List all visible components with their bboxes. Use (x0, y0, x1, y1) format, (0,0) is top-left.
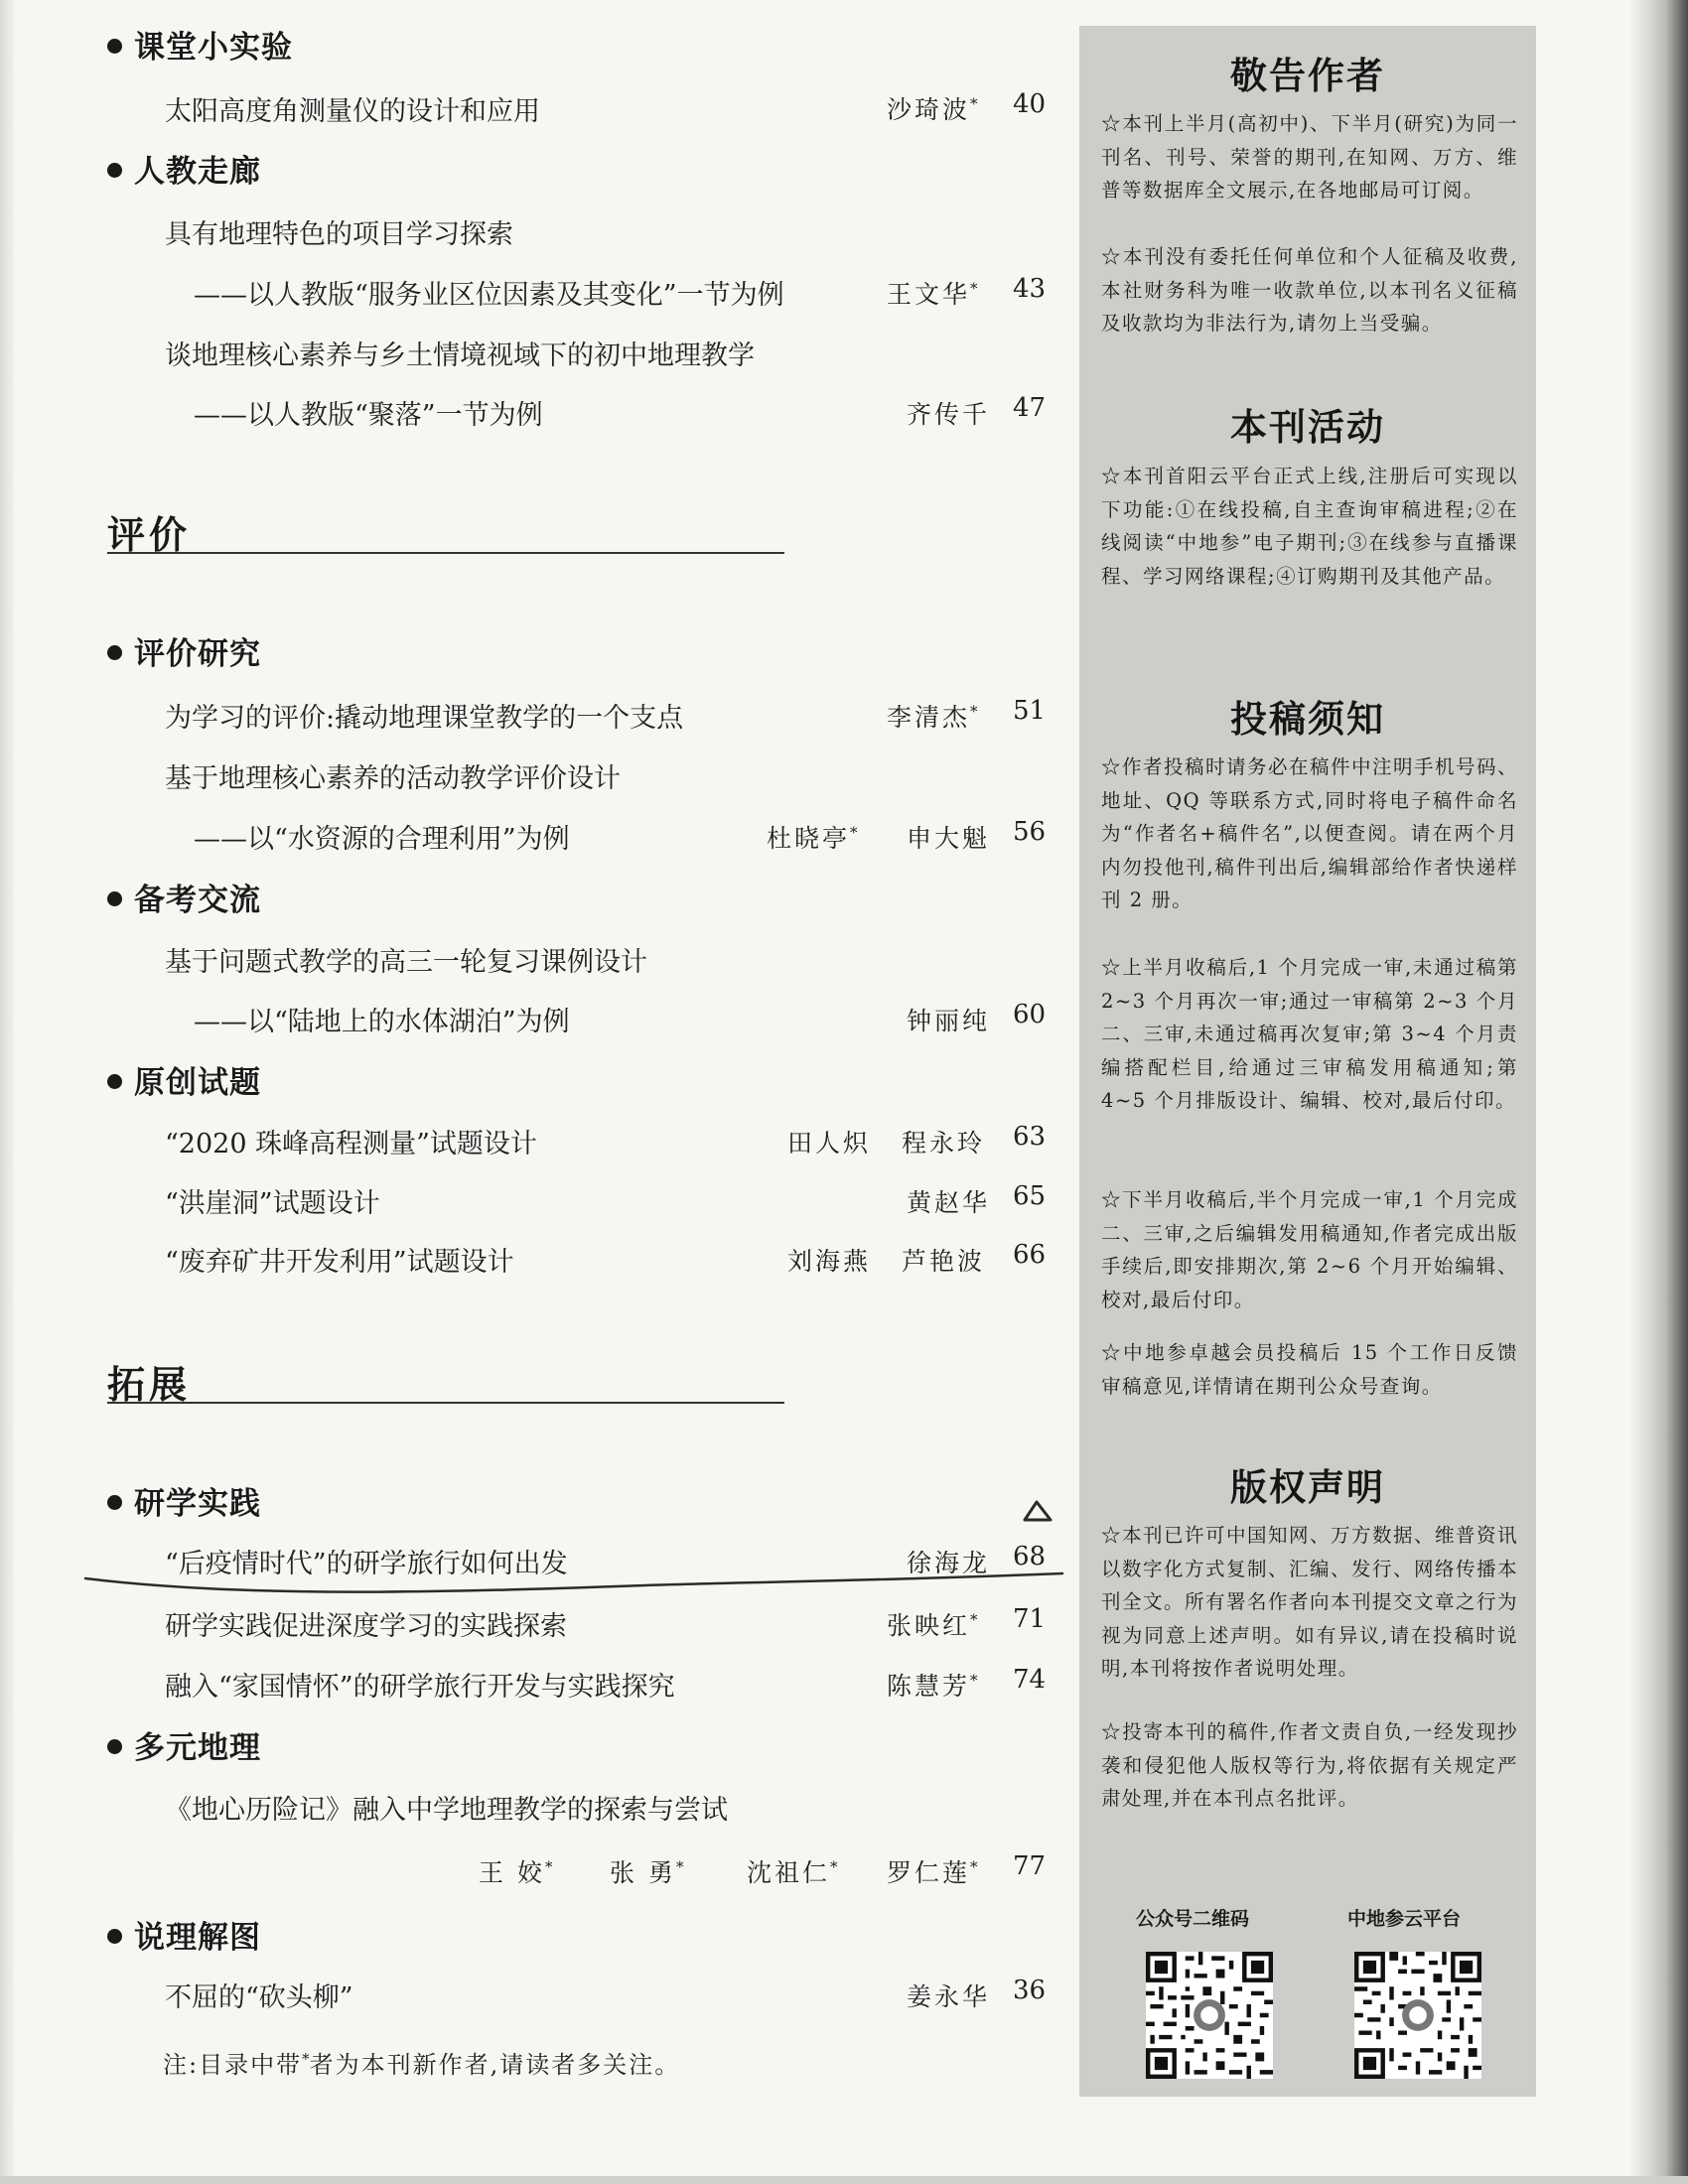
new-author-star: * (970, 279, 978, 298)
entry-page[interactable]: 51 (1013, 696, 1047, 726)
pen-underline-annotation (0, 0, 1072, 1608)
section-heading-pep-corridor: 人教走廊 (107, 146, 261, 191)
entry-page[interactable]: 68 (1013, 1542, 1047, 1571)
entry-subtitle[interactable]: ——以“陆地上的水体湖泊”为例 (194, 1007, 570, 1037)
entry-title[interactable]: 具有地理特色的项目学习探索 (165, 219, 513, 250)
submission-paragraph: ☆上半月收稿后,1 个月完成一审,未通过稿第 2~3 个月再次一审;通过一审稿第 2~3 个月二、三审,未通过稿再次复审;第 3~4 个月责编搭配栏目,给通过三审稿发用稿通知;第 4~5 个月排版设计、编辑、校对,最后付印。 (1101, 956, 1518, 1112)
entry-page[interactable]: 65 (1013, 1181, 1047, 1211)
footnote-star: * (302, 2050, 310, 2068)
submission-paragraph: ☆下半月收稿后,半个月完成一审,1 个月完成二、三审,之后编辑发用稿通知,作者完成出版手续后,即安排期次,第 2~6 个月开始编辑、校对,最后付印。 (1101, 1188, 1518, 1311)
author-name: 李清杰 (887, 703, 971, 732)
new-author-star: * (675, 1857, 684, 1876)
new-author-star: * (850, 823, 858, 842)
entry-author: 程永玲 (902, 1129, 986, 1158)
entry-title[interactable]: 谈地理核心素养与乡土情境视域下的初中地理教学 (165, 341, 755, 371)
author-name: 杜晓亭 (767, 824, 851, 853)
entry-author (747, 1853, 838, 1889)
author-name: 张 勇 (610, 1858, 676, 1887)
entry-title[interactable]: 融入“家国情怀”的研学旅行开发与实践探究 (165, 1672, 675, 1703)
page-edge-right (1630, 0, 1688, 2184)
entry-title[interactable]: “2020 珠峰高程测量”试题设计 (165, 1129, 537, 1160)
cloud-platform-qr-code[interactable] (1354, 1952, 1481, 2079)
major-heading-evaluation: 评价 (107, 513, 192, 557)
new-author-star: * (544, 1857, 553, 1876)
entry-author: 刘海燕 (787, 1247, 872, 1276)
new-author-star: * (970, 94, 978, 113)
author-name: 王文华 (887, 280, 971, 309)
pen-triangle-mark (1025, 1502, 1051, 1520)
submission-heading: 投稿须知 (1230, 698, 1385, 741)
submission-paragraph: ☆作者投稿时请务必在稿件中注明手机号码、地址、QQ 等联系方式,同时将电子稿件命名为“作者名+稿件名”,以便查阅。请在两个月内勿投他刊,稿件刊出后,编辑部给作者快递样刊 2 册。 (1101, 755, 1519, 911)
author-name: 张映红 (887, 1611, 971, 1640)
entry-page[interactable]: 36 (1013, 1976, 1047, 2005)
qr-label-wechat: 公众号二维码 (1136, 1908, 1250, 1930)
entry-page[interactable]: 43 (1013, 274, 1047, 304)
notice-paragraph: ☆本刊上半月(高初中)、下半月(研究)为同一刊名、刊号、荣誉的期刊,在知网、万方、维普等数据库全文展示,在各地邮局可订阅。 (1101, 112, 1518, 202)
entry-author: 钟丽纯 (907, 1007, 991, 1035)
section-heading-original-questions: 原创试题 (107, 1057, 261, 1102)
entry-author (887, 1667, 978, 1703)
footnote (163, 2045, 680, 2080)
new-author-star: * (830, 1857, 838, 1876)
entry-title[interactable]: “后疫情时代”的研学旅行如何出发 (165, 1549, 568, 1579)
entry-title[interactable]: “废弃矿井开发利用”试题设计 (165, 1247, 514, 1278)
entry-author: 徐海龙 (907, 1549, 991, 1577)
author-name: 沈祖仁 (747, 1858, 831, 1887)
entry-author (887, 1606, 978, 1642)
author-name: 陈慧芳 (887, 1672, 971, 1701)
wechat-qr-code[interactable] (1146, 1952, 1273, 2079)
entry-title[interactable]: 基于地理核心素养的活动教学评价设计 (165, 763, 621, 794)
entry-page[interactable]: 77 (1013, 1851, 1047, 1881)
entry-page[interactable]: 74 (1013, 1665, 1047, 1695)
copyright-paragraph: ☆投寄本刊的稿件,作者文责自负,一经发现抄袭和侵犯他人版权等行为,将依据有关规定严肃处理,并在本刊点名批评。 (1101, 1720, 1518, 1810)
entry-title[interactable]: 《地心历险记》融入中学地理教学的探索与尝试 (165, 1795, 728, 1826)
entry-page[interactable]: 60 (1013, 1000, 1047, 1029)
new-author-star: * (970, 1857, 978, 1876)
author-name: 沙琦波 (887, 95, 971, 124)
submission-paragraph: ☆中地参卓越会员投稿后 15 个工作日反馈审稿意见,详情请在期刊公众号查询。 (1101, 1341, 1518, 1398)
copyright-heading: 版权声明 (1230, 1466, 1385, 1509)
copyright-paragraph: ☆本刊已许可中国知网、万方数据、维普资讯以数字化方式复制、汇编、发行、网络传播本刊全文。所有署名作者向本刊提交文章之行为视为同意上述声明。如有异议,请在投稿时说明,本刊将按作者说明处理。 (1101, 1524, 1519, 1680)
section-heading-classroom-experiment: 课堂小实验 (107, 22, 293, 67)
major-heading-extension: 拓展 (107, 1363, 192, 1407)
author-name: 罗仁莲 (887, 1858, 971, 1887)
entry-author: 黄赵华 (907, 1188, 991, 1217)
activity-paragraph: ☆本刊首阳云平台正式上线,注册后可实现以下功能:①在线投稿,自主查询审稿进程;②在线阅读“中地参”电子期刊;③在线参与直播课程、学习网络课程;④订购期刊及其他产品。 (1101, 465, 1518, 588)
entry-subtitle[interactable]: ——以“水资源的合理利用”为例 (194, 824, 570, 855)
notice-heading: 敬告作者 (1230, 55, 1385, 97)
section-heading-study-practice: 研学实践 (107, 1478, 261, 1523)
new-author-star: * (970, 1671, 978, 1690)
sidebar-notice-panel (1079, 26, 1536, 2097)
entry-author: 姜永华 (907, 1982, 991, 2011)
qr-label-cloud: 中地参云平台 (1347, 1908, 1462, 1930)
entry-author: 申大魁 (907, 824, 991, 853)
activity-heading: 本刊活动 (1230, 406, 1385, 449)
entry-title[interactable]: 基于问题式教学的高三一轮复习课例设计 (165, 947, 647, 978)
entry-subtitle[interactable]: ——以人教版“服务业区位因素及其变化”一节为例 (194, 280, 784, 311)
pen-underline-stroke (85, 1573, 1062, 1592)
entry-title[interactable]: 太阳高度角测量仪的设计和应用 (165, 96, 540, 127)
entry-author: 齐传千 (907, 400, 991, 429)
entry-author: 芦艳波 (902, 1247, 986, 1276)
entry-title[interactable]: 研学实践促进深度学习的实践探索 (165, 1611, 567, 1642)
entry-title[interactable]: 为学习的评价:撬动地理课堂教学的一个支点 (165, 703, 684, 734)
entry-subtitle[interactable]: ——以人教版“聚落”一节为例 (194, 400, 543, 431)
entry-author (610, 1853, 683, 1889)
entry-page[interactable]: 63 (1013, 1122, 1047, 1152)
new-author-star: * (970, 702, 978, 721)
entry-title[interactable]: 不屈的“砍头柳” (165, 1982, 353, 2013)
footnote-text: 者为本刊新作者,请读者多关注。 (309, 2051, 681, 2079)
entry-page[interactable]: 47 (1013, 393, 1047, 423)
entry-author (479, 1853, 552, 1889)
entry-page[interactable]: 71 (1013, 1604, 1047, 1634)
entry-page[interactable]: 40 (1013, 89, 1047, 119)
section-heading-evaluation-research: 评价研究 (107, 628, 261, 673)
entry-title[interactable]: “洪崖洞”试题设计 (165, 1188, 380, 1219)
entry-author: 田人炽 (787, 1129, 872, 1158)
section-heading-diverse-geography: 多元地理 (107, 1722, 261, 1767)
section-heading-diagram-explain: 说理解图 (107, 1912, 261, 1957)
section-heading-exam-exchange: 备考交流 (107, 875, 261, 919)
entry-page[interactable]: 56 (1013, 817, 1047, 847)
entry-page[interactable]: 66 (1013, 1240, 1047, 1270)
new-author-star: * (970, 1610, 978, 1629)
notice-paragraph: ☆本刊没有委托任何单位和个人征稿及收费,本社财务科为唯一收款单位,以本刊名义征稿及收款均为非法行为,请勿上当受骗。 (1101, 245, 1518, 335)
entry-author (887, 1853, 978, 1889)
author-name: 王 姣 (479, 1858, 545, 1887)
footnote-text: 注:目录中带 (163, 2051, 303, 2079)
